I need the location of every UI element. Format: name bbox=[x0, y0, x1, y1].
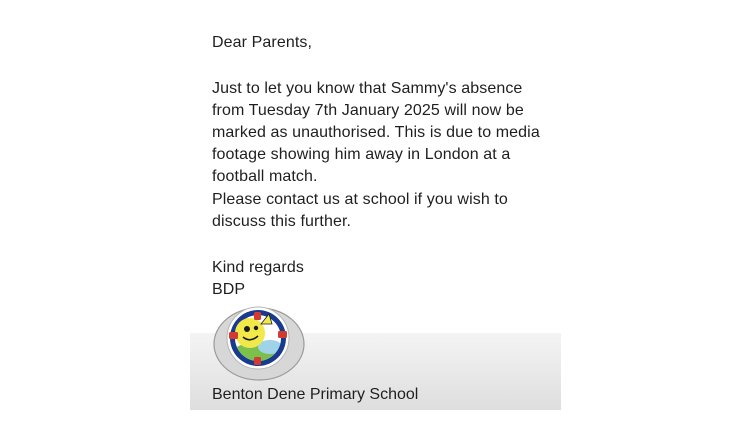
school-crest-icon bbox=[211, 304, 305, 382]
letter-signature: BDP bbox=[212, 281, 246, 298]
letter-body-line: footage showing him away in London at a bbox=[212, 146, 511, 163]
logo-accent bbox=[229, 332, 238, 339]
letter-greeting: Dear Parents, bbox=[212, 34, 313, 51]
school-name: Benton Dene Primary School bbox=[212, 386, 419, 403]
school-message bbox=[190, 0, 561, 410]
letter-body-line: Just to let you know that Sammy's absence bbox=[212, 80, 523, 97]
letter-closing: Kind regards bbox=[212, 259, 304, 276]
letter-body-line: Please contact us at school if you wish to bbox=[212, 191, 508, 208]
letter-body-line: marked as unauthorised. This is due to media bbox=[212, 124, 540, 141]
logo-face bbox=[235, 318, 265, 348]
letter-body-line: discuss this further. bbox=[212, 213, 352, 230]
letter-body-line: from Tuesday 7th January 2025 will now be bbox=[212, 102, 524, 119]
letter-body-line: football match. bbox=[212, 168, 318, 185]
